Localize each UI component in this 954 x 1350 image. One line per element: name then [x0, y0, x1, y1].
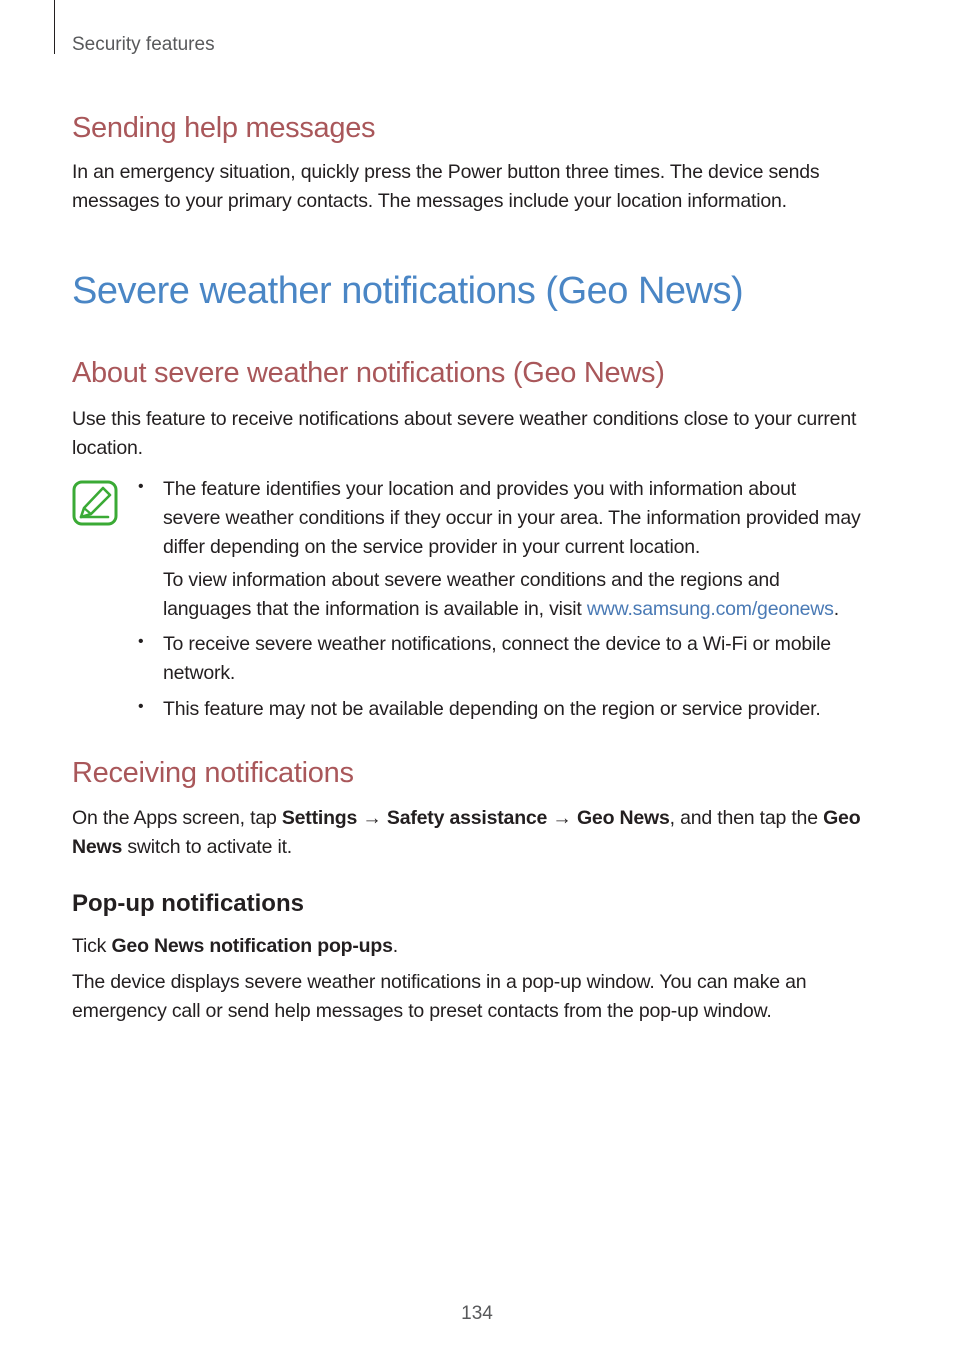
- heading-receiving-notifications: Receiving notifications: [72, 757, 354, 789]
- page-number: 134: [461, 1303, 493, 1324]
- option-geo-news-popups: Geo News notification pop-ups: [111, 935, 393, 957]
- menu-path-settings: Settings: [281, 807, 358, 829]
- menu-path-safety-assistance: Safety assistance: [386, 807, 548, 829]
- note-bullet-1-sub: [163, 566, 889, 624]
- popup-tick-instruction: [72, 932, 887, 961]
- note-bullet-2: [163, 630, 889, 688]
- receiving-paragraph: [72, 804, 887, 861]
- popup-description: [72, 968, 887, 1025]
- switch-name-news: News: [72, 835, 123, 858]
- chapter-title: Severe weather notifications (Geo News): [72, 270, 744, 312]
- bullet-marker: •: [138, 633, 144, 650]
- text-line: In an emergency situation, quickly press the Power button three times. The device sends: [72, 161, 820, 183]
- text-line: The feature identifies your location and provides you with information about: [163, 478, 797, 500]
- text-fragment: Tick: [72, 935, 112, 957]
- heading-popup-notifications: Pop-up notifications: [72, 890, 304, 917]
- margin-rule: [54, 0, 55, 54]
- heading-sending-help: Sending help messages: [72, 112, 376, 144]
- note-bullet-3: [163, 695, 889, 724]
- menu-path-geo-news: Geo News: [576, 807, 670, 829]
- note-pencil-icon: [72, 480, 118, 526]
- text-fragment: languages that the information is available in, visit: [163, 598, 587, 620]
- about-paragraph: [72, 405, 887, 462]
- sending-help-paragraph: [72, 158, 887, 215]
- text-fragment: On the Apps screen, tap: [72, 807, 282, 829]
- text-fragment: , and then tap the: [669, 807, 824, 829]
- bullet-marker: •: [138, 698, 144, 715]
- text-line: messages to your primary contacts. The messages include your location information.: [72, 189, 787, 212]
- text-line: The device displays severe weather notifications in a pop-up window. You can make an: [72, 971, 807, 993]
- text-line: severe weather conditions if they occur in your area. The information provided may: [163, 507, 861, 529]
- text-line: To receive severe weather notifications, connect the device to a Wi-Fi or mobile: [163, 633, 831, 655]
- text-fragment: switch to activate it.: [122, 835, 293, 858]
- text-fragment: .: [833, 598, 839, 620]
- text-line: Use this feature to receive notifications about severe weather conditions close to your current: [72, 408, 857, 430]
- arrow-separator: →: [547, 807, 577, 829]
- text-line: location.: [72, 436, 143, 459]
- geonews-link[interactable]: www.samsung.com/geonews: [586, 598, 834, 620]
- text-fragment: .: [392, 935, 398, 957]
- bullet-marker: •: [138, 478, 144, 495]
- text-line: This feature may not be available depending on the region or service provider.: [163, 698, 821, 720]
- text-line: To view information about severe weather conditions and the regions and: [163, 569, 780, 591]
- text-line: differ depending on the service provider in your current location.: [163, 536, 701, 558]
- note-bullet-1: [163, 475, 889, 562]
- text-line: emergency call or send help messages to preset contacts from the pop-up window.: [72, 999, 772, 1022]
- arrow-separator: →: [357, 807, 387, 829]
- text-line: network.: [163, 662, 236, 684]
- switch-name-geo: Geo: [823, 807, 861, 829]
- running-header: Security features: [72, 34, 215, 55]
- heading-about-geo-news: About severe weather notifications (Geo News): [72, 357, 665, 389]
